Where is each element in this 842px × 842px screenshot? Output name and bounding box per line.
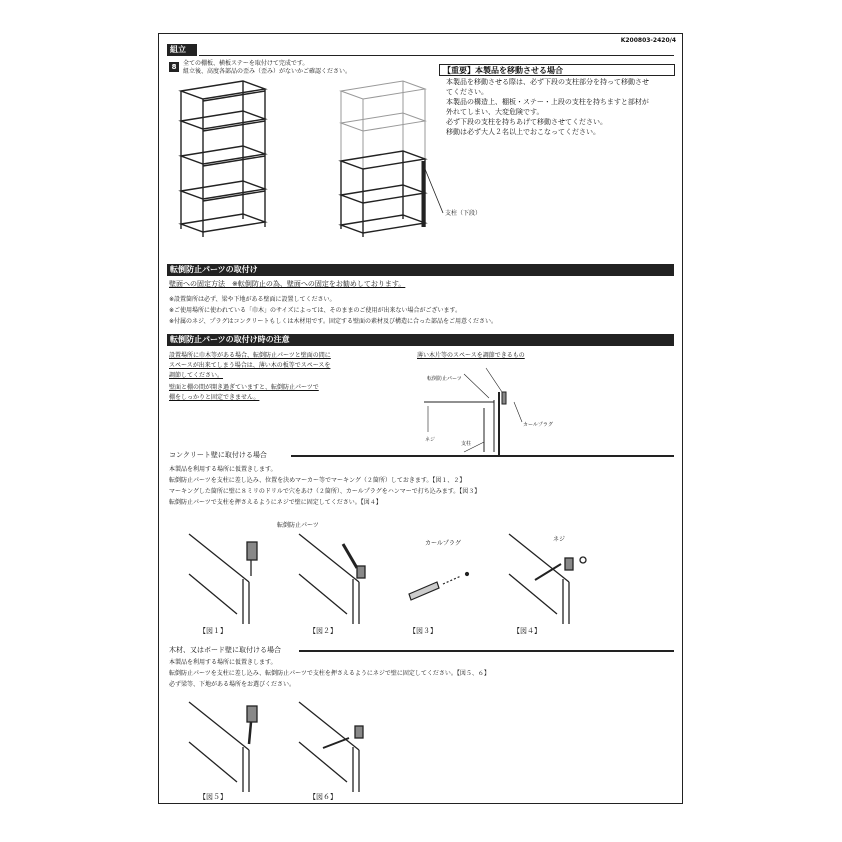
figure-2-caption: 【図２】 [309, 627, 337, 635]
moving-line-3: 本製品の構造上、棚板・ステー・上段の支柱を持ちますと部材が [446, 98, 649, 106]
caution-line-2: スペースが出来てしまう場合は、薄い木の板等でスペースを [169, 362, 331, 369]
figure-3 [409, 554, 489, 614]
instruction-page [158, 33, 683, 804]
caution-line-4: 壁面と棚の間が開き過ぎていますと、転倒防止パーツで [169, 384, 319, 391]
assembly-header: 組立 [167, 44, 197, 56]
figure-2 [299, 524, 399, 624]
figure-1 [189, 524, 289, 624]
concrete-rule [291, 455, 674, 457]
shelf-illustration-lower-post [339, 79, 459, 259]
spacer-label-part: 転倒防止パーツ [427, 376, 462, 382]
concrete-line-3: マーキングした箇所に壁に８ミリのドリルで穴をあけ（２箇所）、カールプラグをハンマーで打ち込みます。【図３】 [169, 488, 481, 495]
wood-line-3: 必ず梁等、下地がある場所をお選びください。 [169, 681, 296, 688]
assembly-note-1: 全ての棚板、横板ステーを取付けて完成です。 [183, 60, 309, 67]
figure-1-caption: 【図１】 [199, 627, 227, 635]
anti-tip-header: 転倒防止パーツの取付け [167, 264, 674, 276]
moving-line-2: てください。 [446, 88, 488, 96]
anti-tip-method: 壁面への固定方法 ※転倒防止の為、壁面への固定をお勧めしております。 [169, 280, 406, 288]
spacer-label-post: 支柱 [461, 441, 472, 447]
spacer-label-plug: カールプラグ [523, 422, 553, 428]
moving-line-6: 移動は必ず大人２名以上でおこなってください。 [446, 128, 600, 136]
moving-line-1: 本製品を移動させる際は、必ず下段の支柱部分を持って移動させ [446, 78, 649, 86]
concrete-line-2: 転倒防止パーツを支柱に差し込み、位置を決めマーカー等でマーキング（２箇所）しておきます。【図１、２】 [169, 477, 466, 484]
figure-5-caption: 【図５】 [199, 793, 227, 801]
caution-line-5: 棚をしっかりと固定できません。 [169, 394, 260, 401]
document-number: K200803-2420/4 [620, 37, 676, 44]
shelf-illustration-complete [173, 79, 283, 259]
figure-5 [189, 692, 289, 792]
lower-post-callout: 支柱（下段） [445, 210, 482, 217]
step-badge: 8 [169, 62, 179, 72]
wood-header: 木材、又はボード壁に取付ける場合 [169, 646, 281, 654]
figure-4-caption: 【図４】 [513, 627, 541, 635]
moving-title: 【重要】本製品を移動させる場合 [439, 64, 675, 76]
figure-6 [299, 692, 399, 792]
fig-label-part: 転倒防止パーツ [277, 522, 319, 529]
concrete-header: コンクリート壁に取付ける場合 [169, 451, 267, 459]
spacer-label-screw: ネジ [425, 437, 436, 443]
figure-6-caption: 【図６】 [309, 793, 337, 801]
concrete-line-4: 転倒防止パーツで支柱を押さえるようにネジで壁に固定してください。【図４】 [169, 499, 382, 506]
caution-header: 転倒防止パーツの取付け時の注意 [167, 334, 674, 346]
caution-line-1: 設置場所に巾木等がある場合、転倒防止パーツと壁面の間に [169, 352, 331, 359]
assembly-rule [199, 55, 674, 56]
anti-tip-note-2: ※ご使用場所に使われている「巾木」のサイズによっては、そのままのご使用が出来ない場合がございます。 [169, 307, 462, 314]
anti-tip-note-3: ※付属のネジ、プラグはコンクリートもしくは木材用です。固定する壁面の素材及び構造に合った部品をご用意ください。 [169, 318, 497, 325]
wood-rule [299, 650, 674, 652]
anti-tip-note-1: ※設置箇所は必ず、梁や下地がある壁面に設置してください。 [169, 296, 336, 303]
concrete-line-1: 本製品を利用する場所に仮置きします。 [169, 466, 277, 473]
spacer-diagram-title: 薄い木片等のスペースを調節できるもの [417, 352, 525, 359]
moving-line-5: 必ず下段の支柱を持ちあげて移動させてください。 [446, 118, 607, 126]
wood-line-1: 本製品を利用する場所に仮置きします。 [169, 659, 277, 666]
figure-3-caption: 【図３】 [409, 627, 437, 635]
caution-line-3: 調節してください。 [169, 372, 224, 379]
wood-line-2: 転倒防止パーツを支柱に差し込み、転倒防止パーツで支柱を押さえるようにネジで壁に固定してください。【図５、６】 [169, 670, 490, 677]
fig-label-screw: ネジ [553, 536, 566, 543]
moving-line-4: 外れてしまい、大変危険です。 [446, 108, 544, 116]
assembly-note-2: 組立後、高度各部品の歪み（歪み）がないかご確認ください。 [183, 68, 352, 75]
fig-label-plug: カールプラグ [425, 540, 461, 547]
